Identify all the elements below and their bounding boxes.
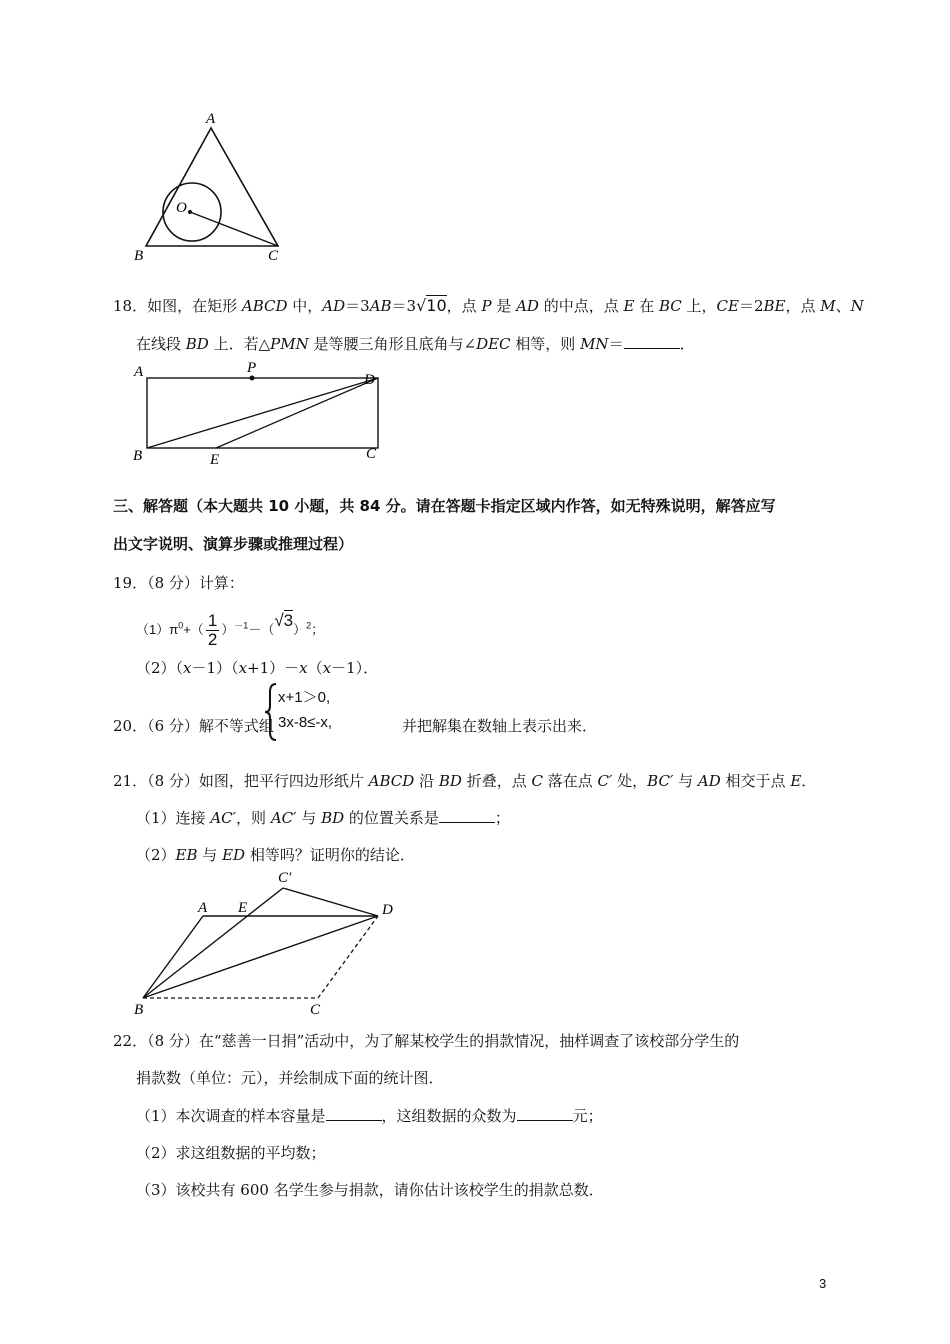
q18-var: MN — [580, 335, 609, 353]
answer-blank[interactable] — [517, 1106, 573, 1121]
segment-c-prime-d — [283, 888, 378, 916]
label-b: B — [134, 1002, 144, 1018]
q21-var: C′ — [597, 772, 613, 790]
q19-var: x — [299, 659, 308, 677]
q19-part1 — [136, 612, 324, 649]
q18-text: ＝3 — [391, 297, 417, 315]
q21-var: AD — [697, 772, 721, 790]
label-c: C — [366, 446, 377, 462]
q21-text: 与 — [197, 846, 223, 864]
q18-line2 — [136, 334, 695, 354]
segment-ed — [216, 378, 378, 448]
q18-text: 是等腰三角形且底角与∠ — [308, 335, 477, 353]
q21-text: 与 — [673, 772, 698, 790]
q22-text: （1）本次调查的样本容量是 — [136, 1107, 326, 1125]
q19-text: ） — [293, 621, 307, 637]
q18-text: 在 — [634, 297, 659, 315]
q21-text: 沿 — [414, 772, 439, 790]
q19-var: x — [322, 659, 332, 677]
q19-text: +1）－ — [247, 659, 300, 677]
q21-text: 21．（8 分）如图，把平行四边形纸片 — [113, 772, 369, 790]
q18-var: E — [623, 297, 635, 315]
q21-text: ． — [801, 772, 817, 790]
q21-var: AC′ — [210, 809, 237, 827]
q21-text: （1）连接 — [136, 809, 211, 827]
q21-text: 相交于点 — [720, 772, 791, 790]
label-b: B — [134, 248, 144, 264]
q18-var: AB — [369, 297, 392, 315]
q19-sup: 0 — [178, 620, 184, 631]
q18-var: BC — [658, 297, 682, 315]
sqrt-3: √3 — [274, 610, 294, 630]
q21-text: 处， — [612, 772, 648, 790]
figure-parallelogram-fold — [128, 868, 418, 1020]
q20-text-a: 20．（6 分）解不等式组 — [113, 717, 274, 735]
diagonal-bd — [147, 378, 378, 448]
q22-part1 — [136, 1106, 603, 1126]
q18-text: 相等，则 — [510, 335, 581, 353]
q21-line1 — [113, 771, 816, 791]
answer-blank[interactable] — [326, 1106, 382, 1121]
q18-text: 、 — [835, 297, 851, 315]
q18-var: BD — [185, 335, 209, 353]
q21-part1 — [136, 808, 510, 828]
q18-var: PMN — [270, 335, 309, 353]
q21-text: ，则 — [236, 809, 271, 827]
q21-text: 与 — [296, 809, 322, 827]
q18-var: N — [850, 297, 864, 315]
q18-line1 — [113, 296, 864, 316]
fraction-half: $\frac{1}{2}$ — [207, 611, 218, 649]
q19-sup: 2 — [306, 620, 312, 631]
q18-text: ＝2 — [738, 297, 764, 315]
q19-part2 — [136, 658, 378, 678]
q21-var: AC′ — [270, 809, 297, 827]
q18-text: 在线段 — [136, 335, 186, 353]
q21-var: ED — [222, 846, 246, 864]
sqrt-10: √10 — [416, 296, 447, 315]
q21-part2 — [136, 845, 415, 865]
label-a: A — [198, 900, 208, 916]
label-d: D — [382, 902, 393, 918]
q21-var: BD — [438, 772, 462, 790]
q21-var: BD — [321, 809, 345, 827]
label-c: C — [310, 1002, 321, 1018]
triangle-abc — [146, 128, 278, 246]
q18-text: ，点 — [446, 297, 482, 315]
q19-text: ） — [221, 621, 235, 637]
label-o: O — [176, 200, 187, 216]
q18-text: 中， — [287, 297, 323, 315]
q18-var: CE — [716, 297, 739, 315]
q18-var: BE — [763, 297, 786, 315]
q18-text: 上， — [681, 297, 717, 315]
q19-text: －（ — [248, 621, 275, 637]
q18-var: P — [481, 297, 492, 315]
q21-var: BC′ — [647, 772, 674, 790]
q21-text: （2） — [136, 846, 176, 864]
q18-text: ＝3 — [345, 297, 370, 315]
q19-var: x — [238, 659, 248, 677]
answer-blank[interactable] — [624, 334, 680, 349]
q18-text: ＝ — [608, 335, 624, 353]
q18-text: ，点 — [785, 297, 821, 315]
q21-var: EB — [175, 846, 198, 864]
segment-cd-dashed — [318, 916, 378, 998]
q21-var: E — [790, 772, 802, 790]
q22-line2: 捐款数（单位：元），并绘制成下面的统计图． — [136, 1069, 444, 1087]
section3-heading-line2: 出文字说明、演算步骤或推理过程） — [113, 535, 354, 553]
q21-text: 落在点 — [542, 772, 598, 790]
q18-text: 的中点，点 — [538, 297, 624, 315]
q20-inequality-2: 3x-8≤-x, — [278, 714, 333, 731]
q18-var: M — [820, 297, 836, 315]
q18-var: AD — [322, 297, 346, 315]
point-p — [250, 376, 255, 381]
q19-text: （1）π — [136, 621, 179, 637]
q19-var: x — [183, 659, 192, 677]
section3-heading-line1: 三、解答题（本大题共 10 小题，共 84 分。请在答题卡指定区域内作答，如无特殊说明，解答应写 — [113, 497, 776, 515]
q19-title: 19．（8 分）计算： — [113, 574, 244, 592]
label-e: E — [210, 452, 220, 468]
q21-text: 的位置关系是 — [344, 809, 439, 827]
q18-var: DEC — [476, 335, 511, 353]
label-a: A — [134, 364, 144, 380]
q19-text: －1）（ — [191, 659, 239, 677]
answer-blank[interactable] — [439, 808, 495, 823]
q22-part2: （2）求这组数据的平均数； — [136, 1144, 326, 1162]
point-o — [188, 210, 192, 214]
q22-line1: 22．（8 分）在“慈善一日捐”活动中，为了解某校学生的捐款情况，抽样调查了该校部分学生的 — [113, 1032, 740, 1050]
figure-triangle-incircle — [128, 108, 288, 266]
q18-text: 上．若△ — [208, 335, 271, 353]
q19-text: （ — [307, 659, 323, 677]
q19-sup: －1 — [234, 620, 249, 631]
page-number: 3 — [819, 1276, 827, 1291]
label-c-prime: C′ — [278, 870, 292, 886]
q19-text: +（ — [183, 621, 204, 637]
segment-ba — [143, 916, 203, 998]
label-e: E — [238, 900, 248, 916]
q21-text: 折叠，点 — [461, 772, 532, 790]
q18-var: AD — [516, 297, 539, 315]
label-d: D — [364, 372, 375, 388]
q18-text: 是 — [491, 297, 517, 315]
segment-oc — [190, 212, 278, 246]
segment-bd — [143, 916, 378, 998]
q20-text-b: 并把解集在数轴上表示出来． — [402, 717, 598, 735]
q18-var: ABCD — [241, 297, 288, 315]
label-c: C — [268, 248, 279, 264]
q22-text: ，这组数据的众数为 — [381, 1107, 517, 1125]
figure-rectangle — [128, 360, 388, 472]
q18-text: 18．如图，在矩形 — [113, 297, 242, 315]
label-a: A — [206, 111, 216, 127]
q21-var: C — [531, 772, 543, 790]
q21-var: ABCD — [368, 772, 415, 790]
q19-text: （2）（ — [136, 659, 184, 677]
segment-bc-prime — [143, 888, 283, 998]
q21-text: ； — [494, 809, 510, 827]
q22-part3: （3）该校共有 600 名学生参与捐款，请你估计该校学生的捐款总数． — [136, 1181, 604, 1199]
label-p: P — [247, 360, 257, 376]
label-b: B — [133, 448, 143, 464]
q22-text: 元； — [572, 1107, 603, 1125]
q21-text: 相等吗？证明你的结论． — [245, 846, 415, 864]
q20-inequality-1: x+1＞0, — [278, 689, 331, 706]
q19-text: －1）． — [331, 659, 379, 677]
q18-text: ． — [679, 335, 695, 353]
q19-text: ； — [311, 621, 325, 637]
